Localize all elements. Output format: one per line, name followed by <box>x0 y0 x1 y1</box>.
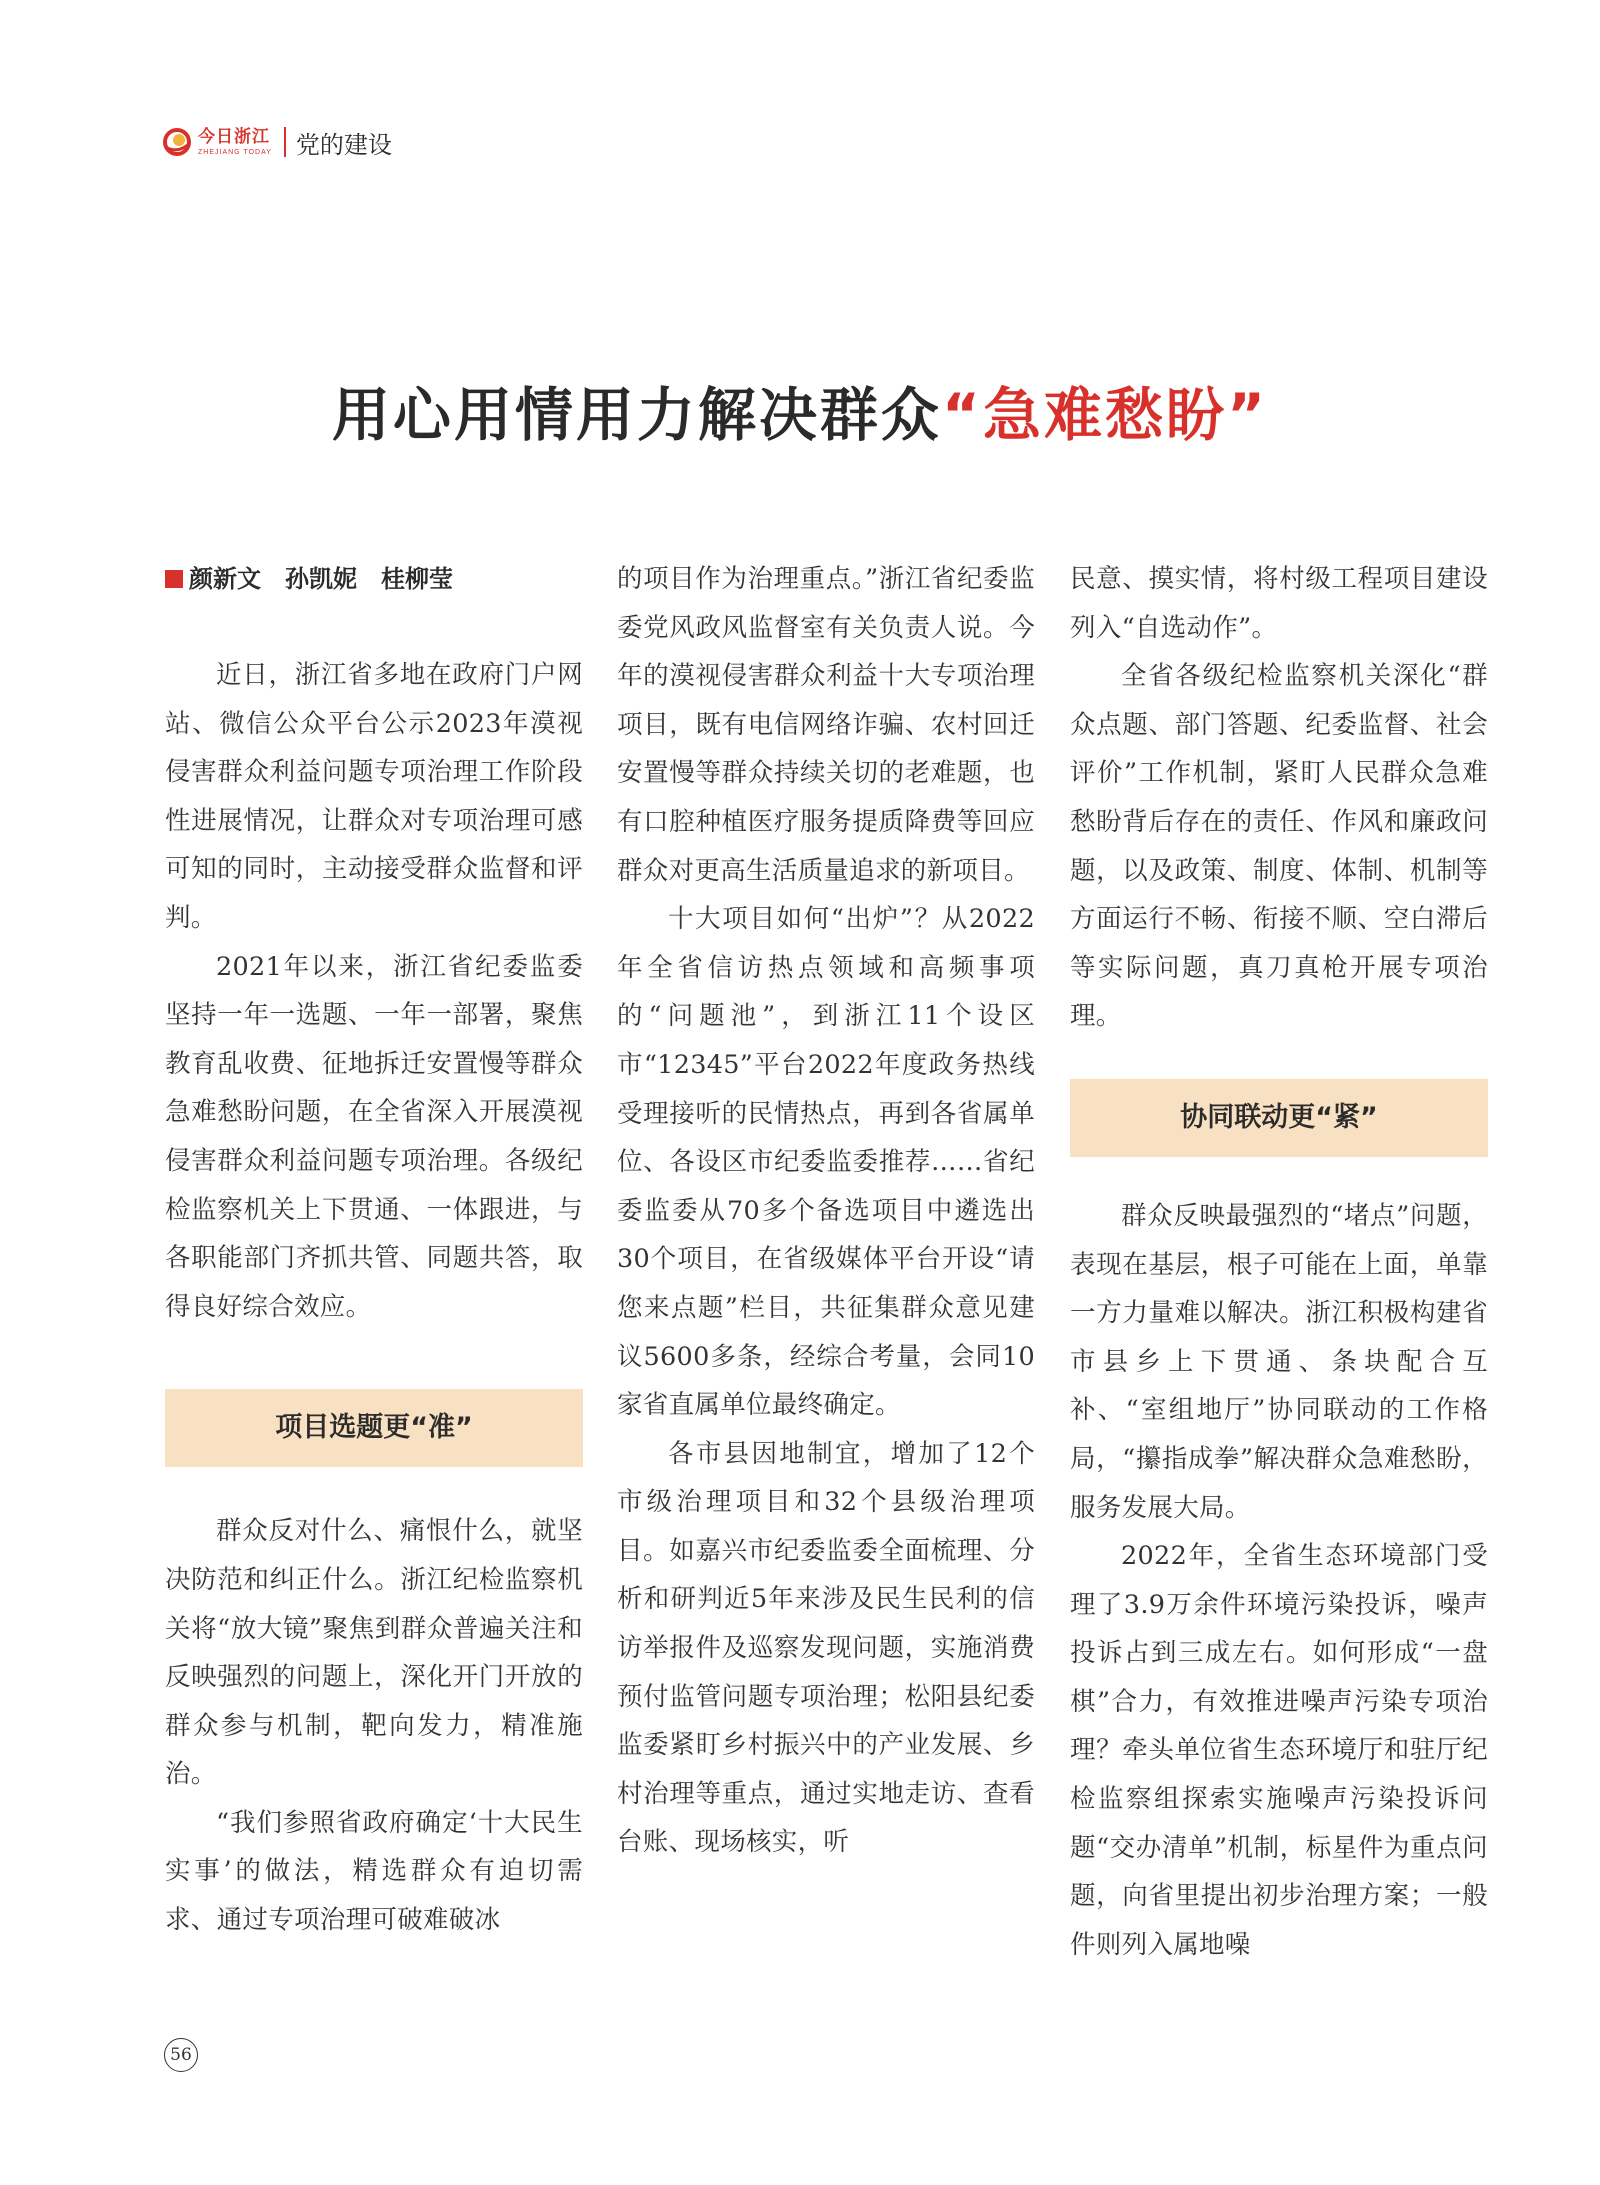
paragraph: 十大项目如何“出炉”？从2022年全省信访热点领域和高频事项的“问题池”，到浙江11个设区市“12345”平台2022年度政务热线受理接听的民情热点，再到各省属单位、各设区市纪委监委推荐……省纪委监委从70多个备选项目中遴选出30个项目，在省级媒体平台开设“请您来点题”栏目，共征集群众意见建议5600多条，经综合考量，会同10家省直属单位最终确定。 <box>617 904 1035 1421</box>
page-header <box>162 122 392 162</box>
logo-cn: 今日浙江 <box>198 126 270 147</box>
paragraph-continued: 民意、摸实情，将村级工程项目建设列入“自选动作”。 <box>1070 564 1488 643</box>
byline <box>165 555 583 603</box>
paragraph: 各市县因地制宜，增加了12个市级治理项目和32个县级治理项目。如嘉兴市纪委监委全面梳理、分析和研判近5年来涉及民生民利的信访举报件及巡察发现问题，实施消费预付监管问题专项治理；松阳县纪委监委紧盯乡村振兴中的产业发展、乡村治理等重点，通过实地走访、查看台账、现场核实，听 <box>617 1438 1035 1858</box>
authors: 颜新文 孙凯妮 桂柳莹 <box>189 565 453 593</box>
logo-icon <box>162 127 192 157</box>
column-2 <box>617 555 1035 1867</box>
paragraph: 2022年，全省生态环境部门受理了3.9万余件环境污染投诉，噪声投诉占到三成左右。如何形成“一盘棋”合力，有效推进噪声污染专项治理？牵头单位省生态环境厅和驻厅纪检监察组探索实施噪声污染投诉问题“交办清单”机制，标星件为重点问题，向省里提出初步治理方案；一般件则列入属地噪 <box>1070 1541 1488 1960</box>
logo-en: ZHEJIANG TODAY <box>198 148 272 156</box>
article-title <box>0 368 1600 452</box>
paragraph: 群众反映最强烈的“堵点”问题，表现在基层，根子可能在上面，单靠一方力量难以解决。浙江积极构建省市县乡上下贯通、条块配合互补、“室组地厅”协同联动的工作格局，“攥指成拳”解决群众急难愁盼，服务发展大局。 <box>1070 1200 1488 1523</box>
logo-text <box>198 126 272 156</box>
paragraph: 群众反对什么、痛恨什么，就坚决防范和纠正什么。浙江纪检监察机关将“放大镜”聚焦到群众普遍关注和反映强烈的问题上，深化开门开放的群众参与机制，靶向发力，精准施治。 <box>165 1516 583 1790</box>
header-divider <box>284 127 286 157</box>
subheading-1: 项目选题更“准” <box>165 1389 583 1467</box>
paragraph: 全省各级纪检监察机关深化“群众点题、部门答题、纪委监督、社会评价”工作机制，紧盯人民群众急难愁盼背后存在的责任、作风和廉政问题，以及政策、制度、体制、机制等方面运行不畅、衔接不顺、空白滞后等实际问题，真刀真枪开展专项治理。 <box>1070 661 1488 1032</box>
page-number: 56 <box>164 2038 198 2072</box>
paragraph: 2021年以来，浙江省纪委监委坚持一年一选题、一年一部署，聚焦教育乱收费、征地拆迁安置慢等群众急难愁盼问题，在全省深入开展漠视侵害群众利益问题专项治理。各级纪检监察机关上下贯通、一体跟进，与各职能部门齐抓共管、同题共答，取得良好综合效应。 <box>165 951 583 1322</box>
section-name: 党的建设 <box>295 130 392 159</box>
subheading-2: 协同联动更“紧” <box>1070 1079 1488 1157</box>
column-1 <box>165 555 583 1945</box>
title-highlight: “急难愁盼” <box>941 381 1269 449</box>
paragraph: “我们参照省政府确定‘十大民生实事’的做法，精选群众有迫切需求、通过专项治理可破难破冰 <box>165 1807 583 1936</box>
byline-marker <box>165 570 183 588</box>
paragraph-continued: 的项目作为治理重点。”浙江省纪委监委党风政风监督室有关负责人说。今年的漠视侵害群众利益十大专项治理项目，既有电信网络诈骗、农村回迁安置慢等群众持续关切的老难题，也有口腔种植医疗服务提质降费等回应群众对更高生活质量追求的新项目。 <box>617 564 1035 886</box>
title-main: 用心用情用力解决群众 <box>331 381 942 449</box>
paragraph: 近日，浙江省多地在政府门户网站、微信公众平台公示2023年漠视侵害群众利益问题专项治理工作阶段性进展情况，让群众对专项治理可感可知的同时，主动接受群众监督和评判。 <box>165 660 583 933</box>
column-3 <box>1070 555 1488 1969</box>
